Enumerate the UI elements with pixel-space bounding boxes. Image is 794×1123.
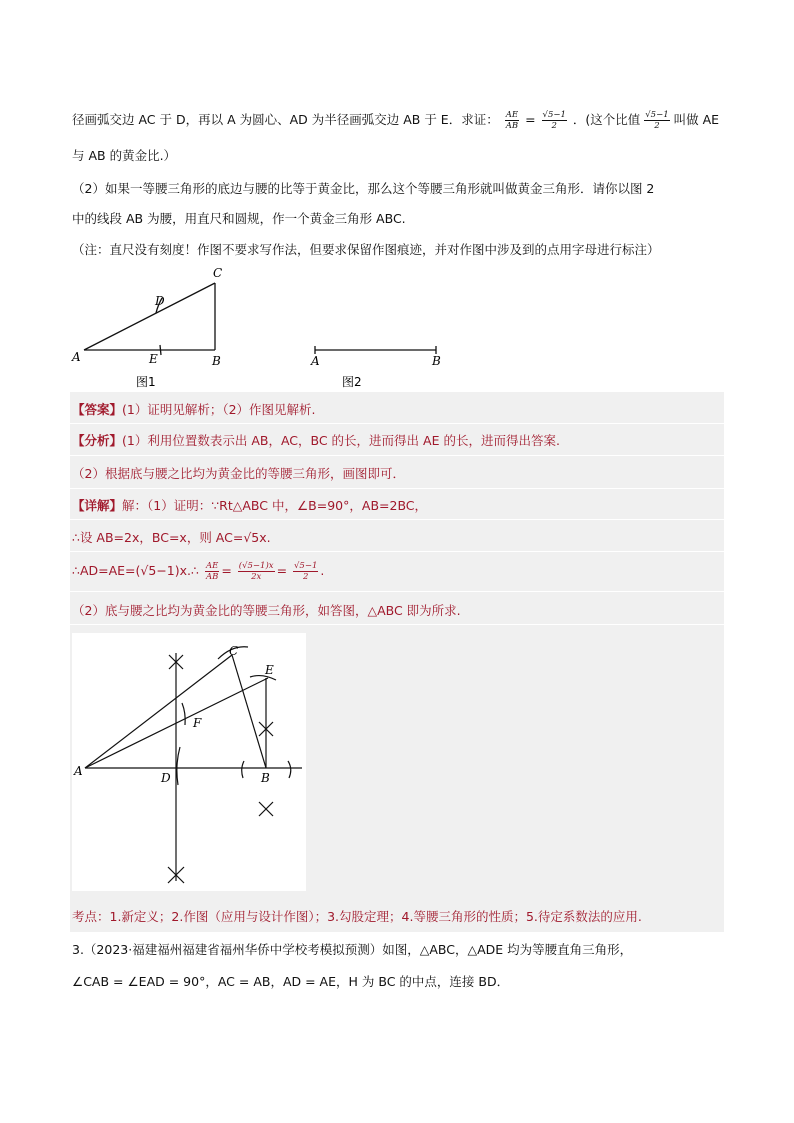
answer-tag: 【答案】 — [72, 402, 123, 417]
detail-line-3: ∴AD=AE=(√5−1)x.∴ $\frac{AE}{AB}$ = $\frac{(√5-1)x}{2x}$ = $\frac{√5-1}{2}$ . — [72, 561, 325, 582]
answer-line — [72, 400, 316, 418]
fraction-golden — [293, 561, 318, 582]
detail-text: 解：（1）证明：∵Rt△ABC 中，∠B=90°，AB=2BC， — [122, 498, 428, 513]
fig2-caption: 图2 — [342, 375, 362, 389]
detail-line-2: ∴设 AB=2x，BC=x，则 AC=√5x. — [72, 530, 271, 545]
fraction-ae-ab — [205, 561, 219, 582]
construction-label-c: C — [229, 644, 239, 658]
text-line-1 — [72, 110, 719, 131]
frac-numerator: √5−1 — [294, 561, 318, 571]
analysis-text: (1）利用位置数表示出 AB，AC，BC 的长，进而得出 AE 的长，进而得出答案. — [122, 433, 560, 448]
fig1-label-a: A — [72, 350, 81, 364]
fig1-label-e: E — [149, 352, 158, 366]
answer-text: (1）证明见解析；（2）作图见解析. — [122, 402, 316, 417]
construction-diagram — [72, 633, 306, 891]
frac-denominator: AB — [505, 121, 519, 131]
fraction-expression — [238, 561, 275, 582]
fraction-ae-ab — [505, 110, 519, 131]
fig1-caption: 图1 — [136, 375, 156, 389]
detail-line-4: （2）底与腰之比均为黄金比的等腰三角形，如答图，△ABC 即为所求. — [72, 603, 461, 618]
frac-numerator: AE — [205, 561, 219, 571]
fig1-label-d: D — [155, 294, 165, 308]
divider — [70, 488, 724, 489]
analysis-tag: 【分析】 — [72, 433, 123, 448]
text-line-4: 中的线段 AB 为腰，用直尺和圆规，作一个黄金三角形 ABC. — [72, 211, 406, 226]
frac-numerator: √5−1 — [542, 110, 566, 120]
divider — [70, 519, 724, 520]
frac-denominator: 2 — [302, 572, 309, 582]
kaodian-line: 考点：1.新定义；2.作图（应用与设计作图）；3.勾股定理；4.等腰三角形的性质；5.待定系数法的应用. — [72, 909, 642, 924]
construction-label-d: D — [161, 771, 171, 785]
figure-1-2 — [70, 262, 450, 390]
detail-line — [72, 496, 427, 514]
fig1-label-b: B — [212, 354, 221, 368]
construction-label-e: E — [265, 663, 274, 677]
q3-line-2: ∠CAB = ∠EAD = 90°，AC = AB，AD = AE，H 为 BC 的中点，连接 BD． — [72, 974, 510, 989]
period: . — [320, 563, 325, 578]
fraction-golden-2 — [644, 110, 669, 131]
line1-text-a: 径画弧交边 AC 于 D，再以 A 为圆心、AD 为半径画弧交边 AB 于 E．求证： — [72, 112, 499, 127]
frac-denominator: 2 — [551, 121, 557, 131]
divider — [70, 591, 724, 592]
frac-denominator: 2 — [654, 121, 660, 131]
divider — [70, 551, 724, 552]
frac-denominator: AB — [205, 572, 219, 582]
detail-tag: 【详解】 — [72, 498, 123, 513]
detail-3-text: ∴AD=AE=(√5−1)x.∴ — [72, 563, 199, 578]
frac-numerator: (√5−1)x — [238, 561, 274, 571]
frac-denominator: 2x — [251, 572, 262, 582]
fig2-label-b: B — [432, 354, 441, 368]
fraction-golden — [542, 110, 567, 131]
text-line-3: （2）如果一等腰三角形的底边与腰的比等于黄金比，那么这个等腰三角形就叫做黄金三角形．请你以图 2 — [72, 181, 655, 196]
fig1-label-c: C — [213, 266, 223, 280]
text-line-5: （注：直尺没有刻度！作图不要求写作法，但要求保留作图痕迹，并对作图中涉及到的点用字母进行标注） — [72, 242, 660, 257]
q3-line-1: 3.（2023·福建福州福建省福州华侨中学校考模拟预测）如图，△ABC，△ADE 均为等腰直角三角形， — [72, 942, 633, 957]
frac-numerator: √5−1 — [645, 110, 669, 120]
construction-label-f: F — [193, 716, 202, 730]
divider — [70, 423, 724, 424]
line1-text-c: 叫做 AE — [673, 112, 720, 127]
analysis-line-2: （2）根据底与腰之比均为黄金比的等腰三角形，画图即可． — [72, 466, 405, 481]
frac-numerator: AE — [505, 110, 519, 120]
construction-label-b: B — [261, 771, 270, 785]
construction-label-a: A — [74, 764, 83, 778]
divider — [70, 455, 724, 456]
divider — [70, 624, 724, 625]
text-line-2: 与 AB 的黄金比.） — [72, 148, 177, 163]
fig2-label-a: A — [311, 354, 320, 368]
analysis-line — [72, 431, 560, 449]
equals-sign: = — [525, 112, 536, 127]
line1-text-b: ．(这个比值 — [572, 112, 641, 127]
